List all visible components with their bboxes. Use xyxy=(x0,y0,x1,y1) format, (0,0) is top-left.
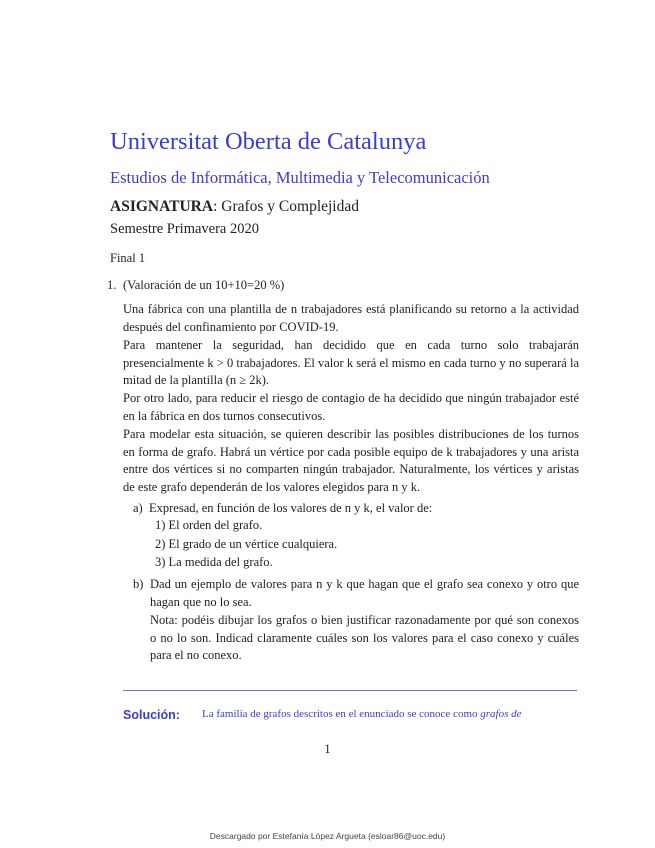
subject-line xyxy=(110,198,359,216)
part-a-text: Expresad, en función de los valores de n y k, el valor de: xyxy=(149,501,433,515)
item-text: La medida del grafo. xyxy=(168,555,273,569)
question-paragraph: Para modelar esta situación, se quieren describir las posibles distribuciones de los turnos en forma de grafo. Habrá un vértice por cada posible equipo de k trabajadores y una arista entre dos vértices si no comparten ningún trabajador. Naturalmente, los vértices y aristas de este grafo dependerán de los valores elegidos para n y k. xyxy=(123,427,579,494)
part-a-marker: a) xyxy=(133,501,143,515)
semester-line: Semestre Primavera 2020 xyxy=(110,221,259,237)
solution-text-italic: grafos de xyxy=(480,708,522,720)
question-weight: (Valoración de un 10+10=20 %) xyxy=(123,278,285,292)
page-number: 1 xyxy=(324,742,331,756)
subject-name: : Grafos y Complejidad xyxy=(213,198,359,215)
item-marker: 3) xyxy=(155,555,166,569)
question-paragraph: Por otro lado, para reducir el riesgo de contagio de ha decidido que ningún trabajador esté en la fábrica en dos turnos consecutivos. xyxy=(123,391,579,423)
list-item xyxy=(155,555,273,570)
item-marker: 1) xyxy=(155,518,166,532)
subject-label: ASIGNATURA xyxy=(110,198,214,215)
solution-divider xyxy=(123,690,577,691)
download-footer: Descargado por Estefanía López Argueta (esloar86@uoc.edu) xyxy=(209,831,446,841)
question-paragraph: Una fábrica con una plantilla de n trabajadores está planificando su retorno a la actividad después del confinamiento por COVID-19. xyxy=(123,302,579,334)
question-number: 1. xyxy=(107,278,117,292)
solution-text xyxy=(202,708,522,720)
item-text: El grado de un vértice cualquiera. xyxy=(168,537,338,551)
item-text: El orden del grafo. xyxy=(168,518,263,532)
list-item xyxy=(155,518,262,533)
solution-label: Solución: xyxy=(123,708,180,722)
faculty-subtitle: Estudios de Informática, Multimedia y Telecomunicación xyxy=(110,168,490,187)
solution-text-plain: La familia de grafos descritos en el enunciado se conoce como xyxy=(202,708,478,720)
exam-title: Final 1 xyxy=(110,251,146,265)
part-b-text: Dad un ejemplo de valores para n y k que hagan que el grafo sea conexo y otro que hagan que no lo sea. xyxy=(150,577,579,609)
list-item xyxy=(155,537,337,552)
part-a xyxy=(133,500,432,518)
university-title: Universitat Oberta de Catalunya xyxy=(110,128,427,155)
item-marker: 2) xyxy=(155,537,166,551)
part-b-marker: b) xyxy=(133,577,144,591)
question-paragraph: Para mantener la seguridad, han decidido que en cada turno solo trabajarán presencialmente k > 0 trabajadores. El valor k será el mismo en cada turno y no superará la mitad de la plantilla (n ≥ 2k). xyxy=(123,338,579,387)
part-b-note: Nota: podéis dibujar los grafos o bien justificar razonadamente por qué son conexos o no lo son. Indicad claramente cuáles son los valores para el caso conexo y cuáles para el no conexo. xyxy=(150,613,579,662)
